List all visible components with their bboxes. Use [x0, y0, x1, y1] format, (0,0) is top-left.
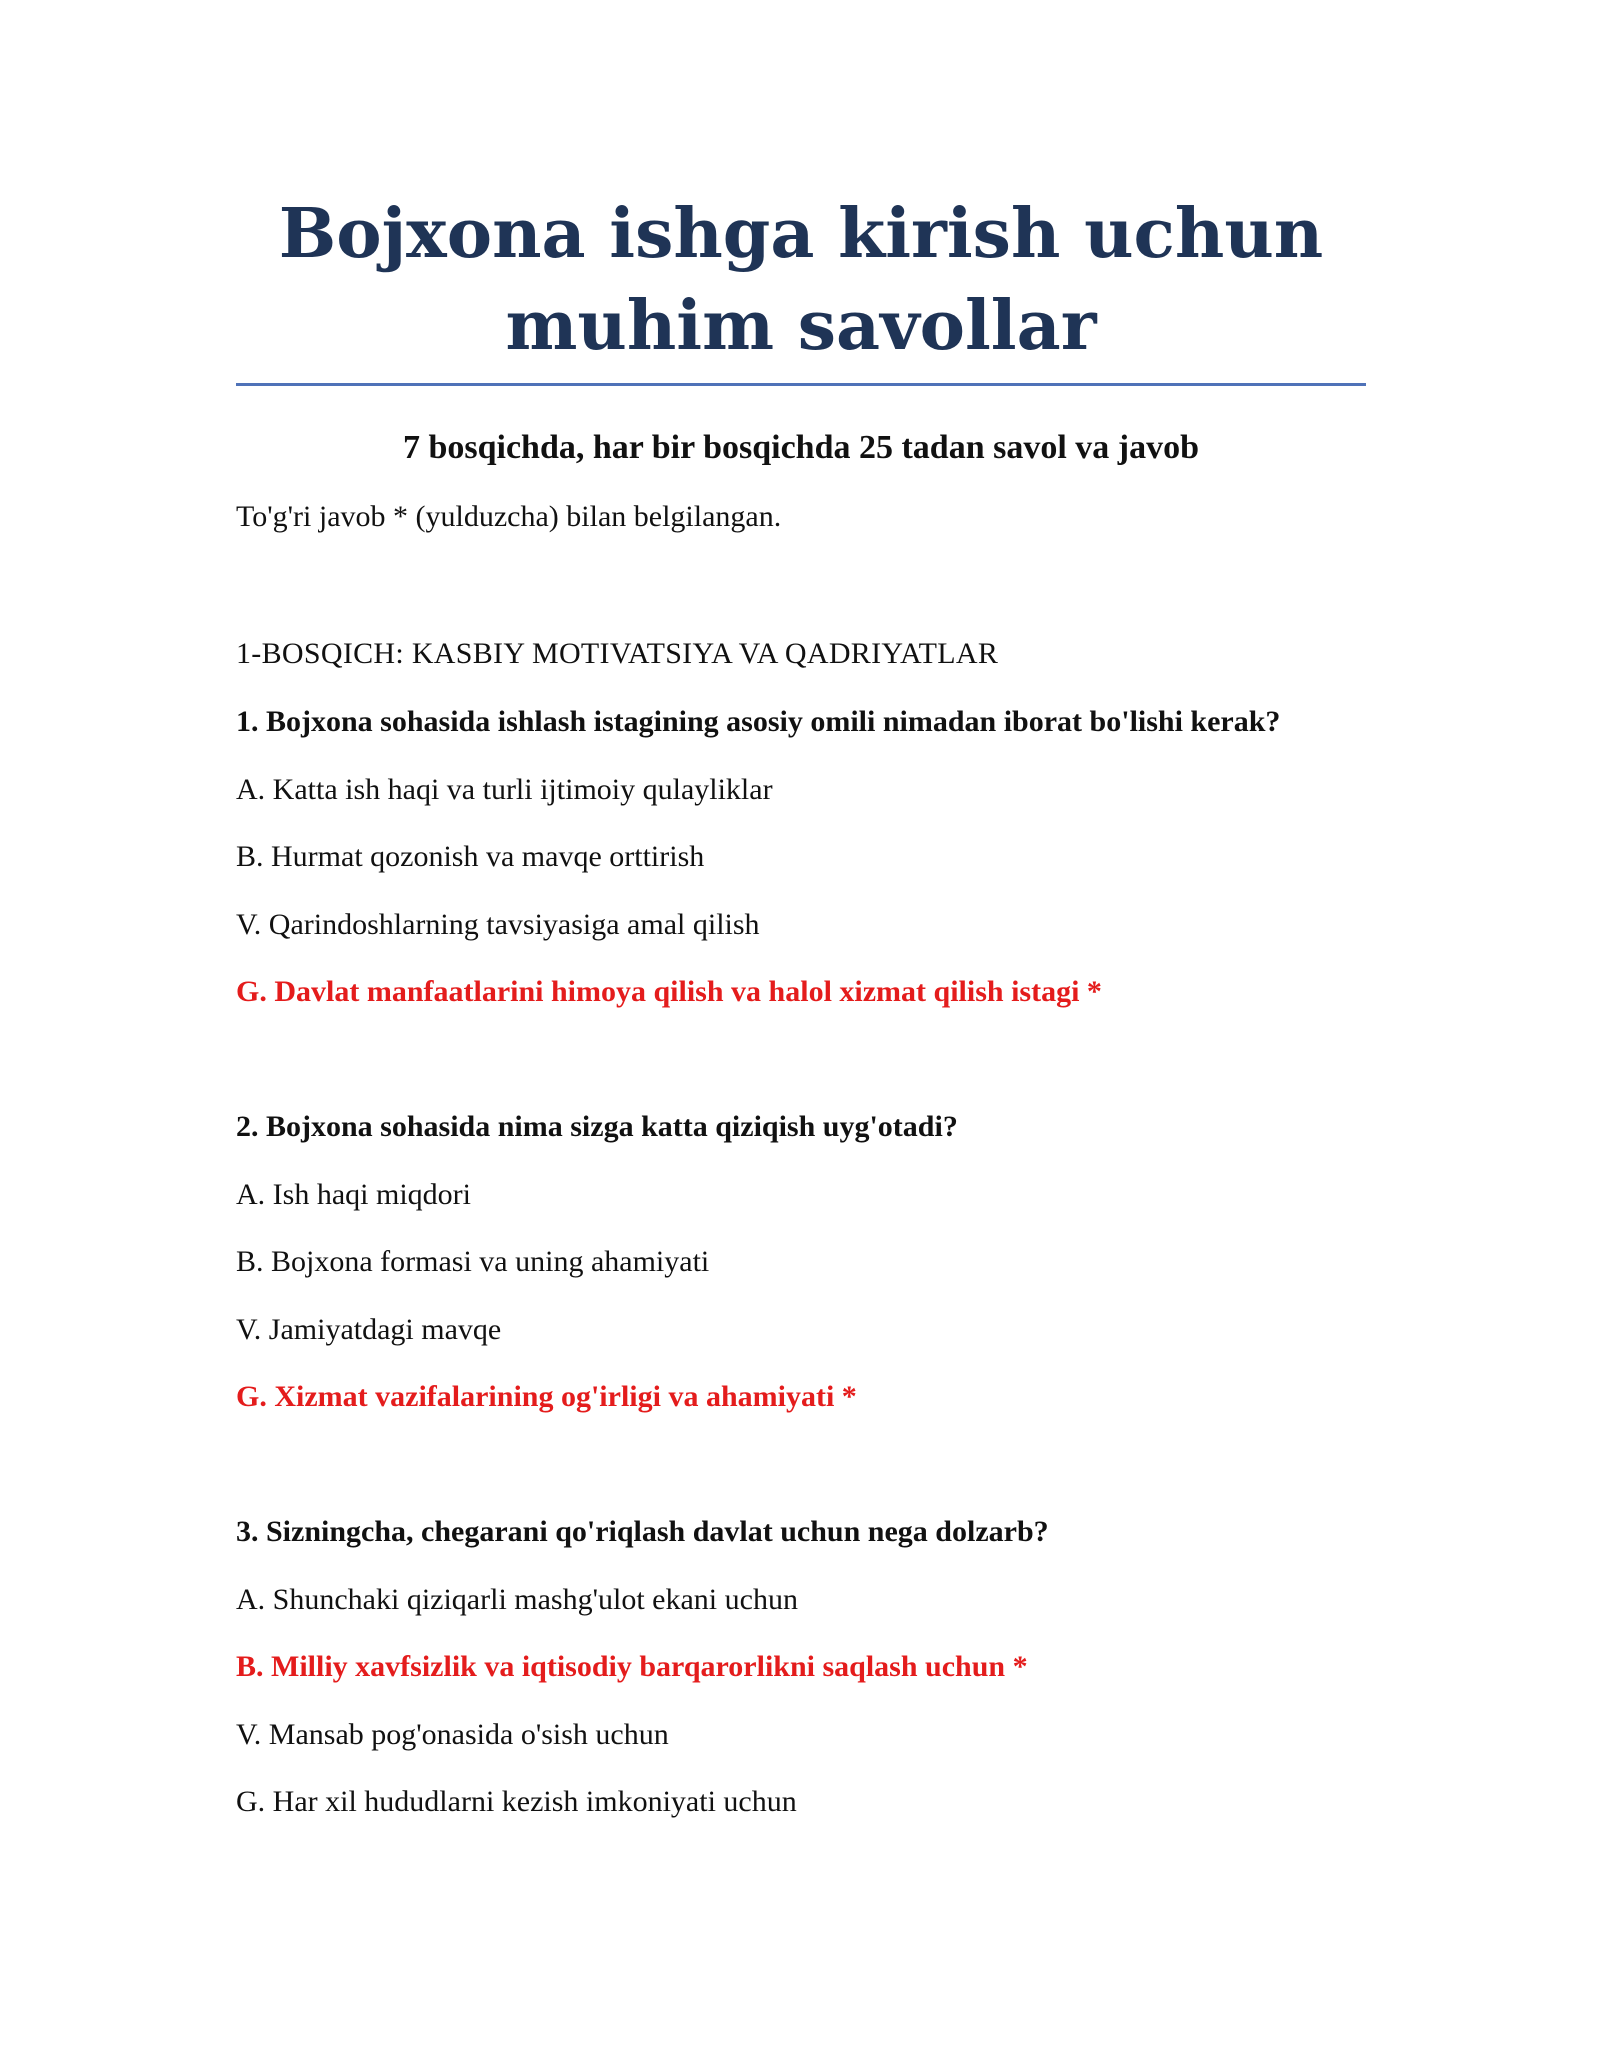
- answer-key-note: To'g'ri javob * (yulduzcha) bilan belgilangan.: [236, 500, 782, 533]
- answer-option: B. Bojxona formasi va uning ahamiyati: [236, 1245, 710, 1278]
- answer-option: B. Hurmat qozonish va mavqe orttirish: [236, 840, 705, 873]
- question-text: 3. Sizningcha, chegarani qo'riqlash davlat uchun nega dolzarb?: [236, 1515, 1049, 1548]
- question-block: [236, 1107, 1366, 1445]
- question-block: [236, 702, 1366, 1040]
- answer-option: V. Jamiyatdagi mavqe: [236, 1312, 502, 1346]
- correct-answer-option: B. Milliy xavfsizlik va iqtisodiy barqarorlikni saqlash uchun *: [236, 1650, 1028, 1683]
- answer-option: A. Ish haqi miqdori: [236, 1177, 471, 1211]
- question-text: 1. Bojxona sohasida ishlash istagining asosiy omili nimadan iborat bo'lishi kerak?: [236, 705, 1281, 738]
- title-line-2: muhim savollar: [505, 286, 1097, 366]
- answer-option: A. Shunchaki qiziqarli mashg'ulot ekani uchun: [236, 1582, 798, 1616]
- correct-answer-option: G. Xizmat vazifalarining og'irligi va ahamiyati *: [236, 1380, 857, 1413]
- title-line-1: Bojxona ishga kirish uchun: [278, 194, 1324, 274]
- answer-option: V. Mansab pog'onasida o'sish uchun: [236, 1717, 669, 1751]
- correct-answer-option: G. Davlat manfaatlarini himoya qilish va halol xizmat qilish istagi *: [236, 975, 1102, 1008]
- title-divider: [236, 383, 1366, 386]
- answer-option: G. Har xil hududlarni kezish imkoniyati uchun: [236, 1785, 797, 1818]
- question-text: 2. Bojxona sohasida nima sizga katta qiziqish uyg'otadi?: [236, 1110, 958, 1143]
- section-heading: 1-BOSQICH: KASBIY MOTIVATSIYA VA QADRIYATLAR: [236, 637, 999, 670]
- document-title: [236, 188, 1366, 372]
- answer-option: V. Qarindoshlarning tavsiyasiga amal qilish: [236, 907, 760, 941]
- answer-option: A. Katta ish haqi va turli ijtimoiy qulayliklar: [236, 772, 773, 806]
- document-subtitle: 7 bosqichda, har bir bosqichda 25 tadan savol va javob: [402, 429, 1200, 466]
- question-block: [236, 1512, 1366, 1850]
